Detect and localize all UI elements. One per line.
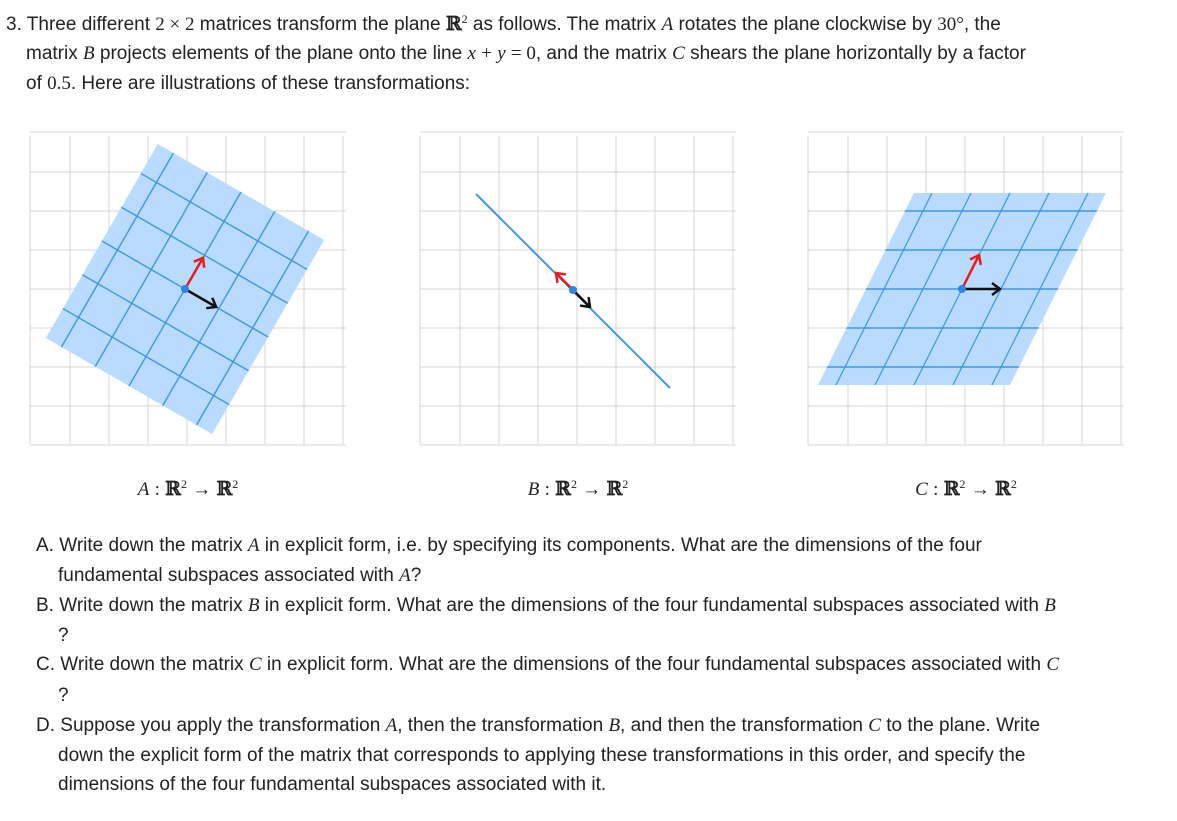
part-d-line-1: D. Suppose you apply the transformation A, then the transformation B, and then the transformation C to the plane. Write (36, 715, 1041, 736)
background-grid (420, 132, 736, 445)
part-a-line-2: fundamental subspaces associated with A? (58, 565, 422, 586)
origin-point (181, 285, 189, 293)
intro-line-2: matrix B projects elements of the plane onto the line x + y = 0, and the matrix C shears the plane horizontally by a factor (26, 43, 1026, 64)
part-c-line-2: ? (58, 685, 69, 706)
figure-c-shear (806, 130, 1126, 450)
part-d-line-3: dimensions of the four fundamental subspaces associated with it. (58, 774, 607, 795)
part-a-label: A. (36, 535, 54, 556)
caption-c: C : ℝ$^2$ → ℝ$^2$ (915, 477, 1017, 500)
part-b-line-2: ? (58, 625, 69, 646)
part-b-label: B. (36, 595, 54, 616)
intro-line-1: 3. Three different 2 × 2 matrices transform the plane ℝ$^2$ as follows. The matrix A rotates the plane clockwise by 30°, the (6, 12, 1001, 35)
caption-b: B : ℝ$^2$ → ℝ$^2$ (527, 477, 629, 500)
part-c-label: C. (36, 654, 55, 675)
part-c-line-1: C. Write down the matrix C in explicit form. What are the dimensions of the four fundamental subspaces associated with C (36, 654, 1059, 675)
part-d-label: D. (36, 715, 55, 736)
figure-a-rotation (28, 130, 348, 450)
origin-point (958, 285, 966, 293)
part-d-line-2: down the explicit form of the matrix that corresponds to applying these transformations in this order, and specify the (58, 745, 1026, 766)
intro-line-3: of 0.5. Here are illustrations of these transformations: (26, 73, 471, 94)
figure-b-projection (418, 130, 738, 450)
caption-a: A : ℝ$^2$ → ℝ$^2$ (137, 477, 239, 500)
origin-point (569, 286, 577, 294)
part-a-line-1: A. Write down the matrix A in explicit form, i.e. by specifying its components. What are the dimensions of the four (36, 535, 982, 556)
problem-number: 3. (6, 14, 22, 35)
part-b-line-1: B. Write down the matrix B in explicit form. What are the dimensions of the four fundamental subspaces associated with B (36, 595, 1056, 616)
